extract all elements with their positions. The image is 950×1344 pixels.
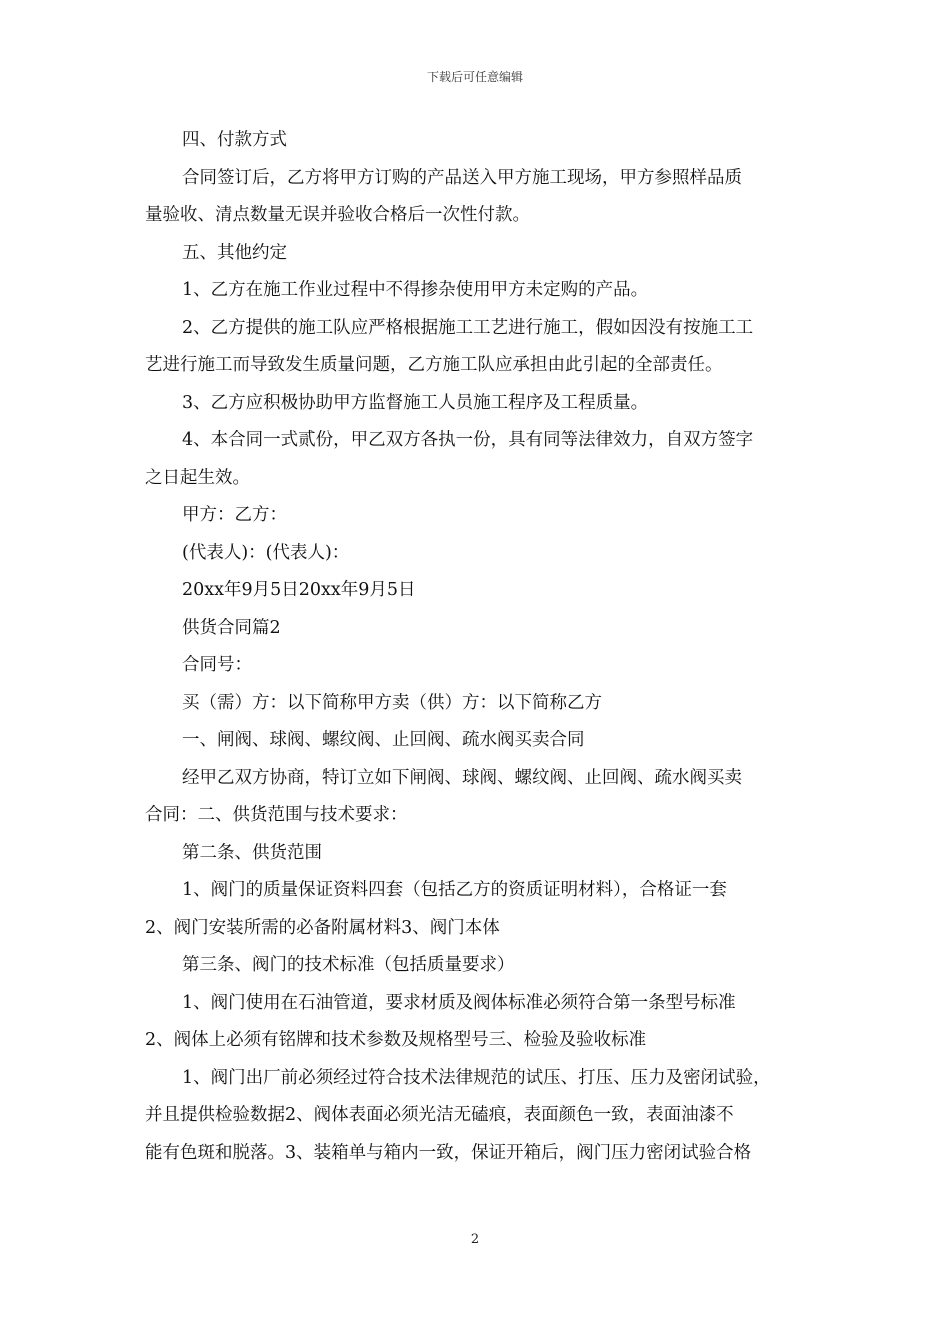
- paragraph-line: 之日起生效。: [145, 467, 250, 488]
- paragraph-line: 1、阀门使用在石油管道，要求材质及阀体标准必须符合第一条型号标准: [182, 992, 736, 1013]
- paragraph-line: 买（需）方：以下简称甲方卖（供）方：以下简称乙方: [182, 692, 602, 713]
- paragraph-line: 一、闸阀、球阀、螺纹阀、止回阀、疏水阀买卖合同: [182, 730, 585, 750]
- document-body: [145, 122, 805, 1172]
- paragraph-line: 2、乙方提供的施工队应严格根据施工工艺进行施工，假如因没有按施工工: [182, 317, 754, 338]
- paragraph-line: 1、阀门出厂前必须经过符合技术法律规范的试压、打压、压力及密闭试验，: [182, 1067, 771, 1088]
- paragraph-line: 1、乙方在施工作业过程中不得掺杂使用甲方未定购的产品。: [182, 280, 649, 300]
- paragraph-line: 合同号：: [182, 655, 252, 675]
- paragraph-line: 合同：二、供货范围与技术要求：: [145, 805, 408, 825]
- paragraph-line: 第三条、阀门的技术标准（包括质量要求）: [182, 955, 515, 975]
- paragraph-line: 并且提供检验数据2、阀体表面必须光洁无磕痕，表面颜色一致，表面油漆不: [145, 1105, 734, 1125]
- paragraph-line: 甲方：乙方：: [182, 505, 287, 525]
- paragraph-line: 3、乙方应积极协助甲方监督施工人员施工程序及工程质量。: [182, 392, 649, 413]
- paragraph-line: 供货合同篇2: [182, 617, 281, 638]
- paragraph-line: 20xx年9月5日20xx年9月5日: [182, 580, 416, 600]
- paragraph-line: 五、其他约定: [182, 242, 287, 263]
- page-header: 下载后可任意编辑: [426, 70, 523, 84]
- page-number: 2: [470, 1232, 480, 1247]
- paragraph-line: 能有色斑和脱落。3、装箱单与箱内一致，保证开箱后，阀门压力密闭试验合格: [145, 1142, 752, 1163]
- paragraph-line: 艺进行施工而导致发生质量问题，乙方施工队应承担由此引起的全部责任。: [145, 355, 723, 375]
- paragraph-line: 合同签订后，乙方将甲方订购的产品送入甲方施工现场，甲方参照样品质: [182, 167, 742, 188]
- paragraph-line: 2、阀体上必须有铭牌和技术参数及规格型号三、检验及验收标准: [145, 1030, 647, 1050]
- paragraph-line: 经甲乙双方协商，特订立如下闸阀、球阀、螺纹阀、止回阀、疏水阀买卖: [182, 767, 742, 788]
- paragraph-line: 四、付款方式: [182, 130, 287, 150]
- paragraph-line: 4、本合同一式贰份，甲乙双方各执一份，具有同等法律效力，自双方签字: [182, 430, 754, 450]
- paragraph-line: 2、阀门安装所需的必备附属材料3、阀门本体: [145, 917, 500, 938]
- paragraph-line: (代表人)：(代表人)：: [182, 542, 350, 563]
- paragraph-line: 第二条、供货范围: [182, 842, 322, 863]
- paragraph-line: 1、阀门的质量保证资料四套（包括乙方的资质证明材料），合格证一套: [182, 880, 727, 900]
- paragraph-line: 量验收、清点数量无误并验收合格后一次性付款。: [145, 205, 530, 225]
